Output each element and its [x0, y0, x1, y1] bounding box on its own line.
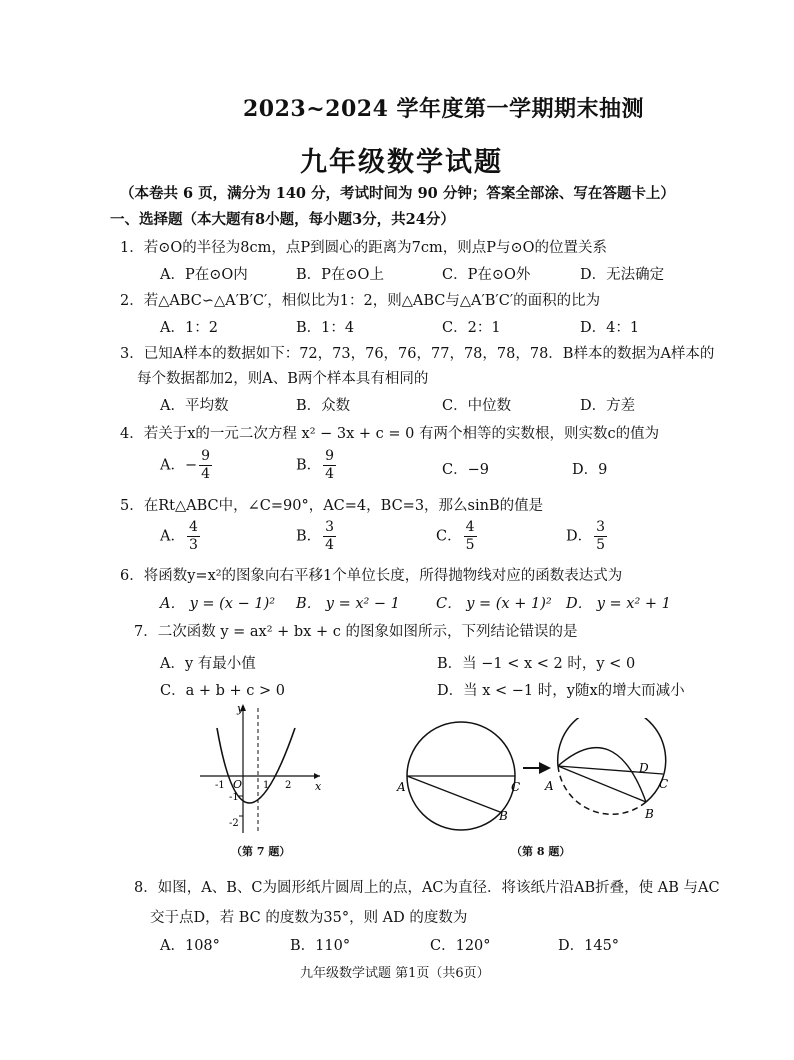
- origin-label: O: [233, 778, 243, 791]
- q1-option-d: D．无法确定: [580, 267, 665, 283]
- label-b2: B: [645, 807, 654, 821]
- q5-option-c: [436, 519, 479, 554]
- figure-7-parabola: [195, 698, 335, 840]
- figure-7-caption: （第 7 题）: [231, 845, 291, 858]
- x-axis-arrow: [314, 773, 320, 779]
- q6-option-a: A． y = (x − 1)²: [160, 596, 276, 612]
- tick-label-2: 2: [285, 780, 292, 791]
- question-5-stem: 5．在Rt△ABC中，∠C=90°，AC=4，BC=3，那么sinB的值是: [120, 498, 544, 514]
- q2-option-a: A．1：2: [160, 320, 218, 336]
- fraction-denominator: 4: [325, 466, 335, 482]
- label-c2: C: [659, 777, 669, 791]
- q5-option-a: [160, 519, 202, 554]
- q6-option-c: C． y = (x + 1)²: [436, 596, 552, 612]
- arrow-icon: [539, 762, 551, 774]
- q8-option-b: B．110°: [290, 938, 351, 954]
- q5-option-b-label: B．: [296, 528, 322, 545]
- q5-option-a-label: A．: [160, 528, 185, 545]
- q4-option-b: [296, 448, 338, 483]
- folded-arc: [558, 748, 646, 802]
- y-axis-label: y: [237, 702, 244, 715]
- fraction-numerator: 3: [325, 519, 335, 535]
- label-b1: B: [499, 809, 508, 823]
- q4-option-a-fraction: [199, 448, 212, 483]
- q4-option-c: C．−9: [442, 462, 489, 478]
- question-1-stem: 1．若⊙O的半径为8cm，点P到圆心的距离为7cm，则点P与⊙O的位置关系: [120, 240, 608, 256]
- q4-option-b-fraction: [323, 448, 336, 483]
- label-a1: A: [397, 780, 406, 794]
- question-3-stem-line2: 每个数据都加2，则A、B两个样本具有相同的: [137, 371, 429, 387]
- exam-title-main: 九年级数学试题: [300, 147, 503, 178]
- tick-label-y-neg2: -2: [229, 818, 239, 829]
- q2-option-d: D．4：1: [580, 320, 640, 336]
- q4-option-a-label: A．: [160, 457, 185, 474]
- q4-option-a: [160, 448, 214, 483]
- q3-option-b: B．众数: [296, 398, 351, 414]
- exam-note: （本卷共 6 页，满分为 140 分，考试时间为 90 分钟；答案全部涂、写在答题卡上）: [120, 185, 675, 202]
- q1-option-a: A．P在⊙O内: [160, 267, 248, 283]
- q5-option-d: [566, 519, 609, 554]
- q1-option-c: C．P在⊙O外: [442, 267, 531, 283]
- q6-option-d: D． y = x² + 1: [566, 596, 671, 612]
- section-heading: 一、选择题（本大题有8小题，每小题3分，共24分）: [110, 211, 455, 228]
- q5-option-b-fraction: [323, 519, 336, 554]
- q8-option-d: D．145°: [558, 938, 620, 954]
- fraction-numerator: 4: [188, 519, 198, 535]
- q2-option-b: B．1：4: [296, 320, 355, 336]
- tick-label-neg1: -1: [215, 780, 225, 791]
- fraction-denominator: 5: [596, 537, 606, 553]
- fraction-denominator: 3: [188, 537, 198, 553]
- q7-option-b: B．当 −1 < x < 2 时，y < 0: [437, 656, 636, 672]
- q5-option-c-fraction: [464, 519, 477, 554]
- question-8-stem: 8．如图，A、B、C为圆形纸片圆周上的点，AC为直径．将该纸片沿AB折叠，使 AB 与AC: [134, 880, 720, 896]
- q8-option-c: C．120°: [430, 938, 491, 954]
- q1-option-b: B．P在⊙O上: [296, 267, 384, 283]
- q5-option-d-fraction: [594, 519, 607, 554]
- page-footer: 九年级数学试题 第1页（共6页）: [300, 966, 490, 981]
- question-8-stem-line2: 交于点D，若 BC 的度数为35°，则 AD 的度数为: [150, 910, 468, 926]
- x-axis-label: x: [315, 780, 322, 793]
- q4-option-b-label: B．: [296, 457, 322, 474]
- fraction-denominator: 4: [325, 537, 335, 553]
- q8-option-a: A．108°: [160, 938, 220, 954]
- q3-option-c: C．中位数: [442, 398, 512, 414]
- q5-option-a-fraction: [187, 519, 200, 554]
- question-2-stem: 2．若△ABC∽△A′B′C′，相似比为1：2，则△ABC与△A′B′C′的面积的比为: [120, 293, 601, 309]
- exam-title-year: 2023~2024 学年度第一学期期末抽测: [243, 96, 645, 122]
- q6-option-b: B． y = x² − 1: [296, 596, 400, 612]
- fraction-numerator: 3: [596, 519, 606, 535]
- q3-option-a: A．平均数: [160, 398, 229, 414]
- q7-option-a: A．y 有最小值: [160, 656, 256, 672]
- question-6-stem: 6．将函数y=x²的图象向右平移1个单位长度，所得抛物线对应的函数表达式为: [120, 568, 623, 584]
- q4-option-a-sign: −: [184, 457, 198, 474]
- q3-option-d: D．方差: [580, 398, 636, 414]
- fraction-denominator: 4: [201, 466, 211, 482]
- fraction-numerator: 9: [201, 448, 211, 464]
- q4-option-d: D．9: [572, 462, 608, 478]
- fraction-numerator: 4: [465, 519, 475, 535]
- q5-option-c-label: C．: [436, 528, 462, 545]
- q7-option-c: C．a + b + c > 0: [160, 683, 285, 699]
- label-d2: D: [639, 761, 649, 775]
- tick-label-y-neg1: -1: [229, 792, 239, 803]
- circle-upper-arc: [558, 718, 669, 802]
- figure-8-circles: [395, 718, 670, 834]
- question-4-stem: 4．若关于x的一元二次方程 x² − 3x + c = 0 有两个相等的实数根，则实数c的值为: [120, 426, 660, 442]
- chord-ab: [407, 776, 500, 812]
- q5-option-d-label: D．: [566, 528, 593, 545]
- figure-8-caption: （第 8 题）: [511, 845, 571, 858]
- q7-option-d: D．当 x < −1 时，y随x的增大而减小: [437, 683, 685, 699]
- tick-label-1: 1: [263, 780, 270, 791]
- fraction-denominator: 5: [465, 537, 475, 553]
- q5-option-b: [296, 519, 338, 554]
- label-c1: C: [511, 780, 521, 794]
- question-7-stem: 7．二次函数 y = ax² + bx + c 的图象如图所示，下列结论错误的是: [134, 624, 578, 640]
- q2-option-c: C．2：1: [442, 320, 501, 336]
- question-3-stem: 3．已知A样本的数据如下：72，73，76，76，77，78，78，78．B样本的数据为A样本的: [120, 346, 715, 362]
- label-a2: A: [545, 779, 554, 793]
- fraction-numerator: 9: [325, 448, 335, 464]
